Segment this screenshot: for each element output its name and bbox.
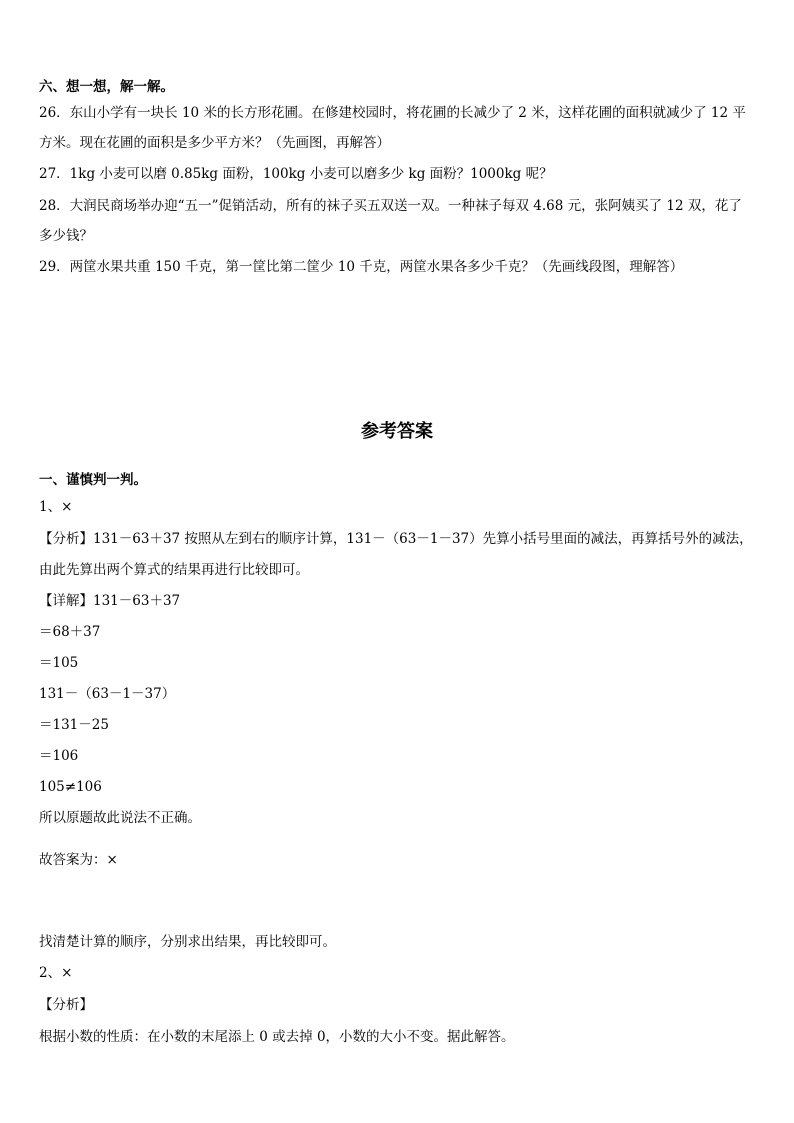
question-29: 29．两筐水果共重 150 千克，第一筐比第二筐少 10 千克，两筐水果各多少千克？（先画线段图，理解答） bbox=[39, 259, 684, 275]
item-1-analysis-line-2: 由此先算出两个算式的结果再进行比较即可。 bbox=[39, 562, 309, 578]
question-26-line-2: 方米。现在花圃的面积是多少平方米？（先画图，再解答） bbox=[39, 135, 390, 151]
item-1-label: 1、× bbox=[39, 499, 73, 515]
item-2-analysis-heading: 【分析】 bbox=[39, 997, 93, 1013]
item-1-detail-line-6: ＝106 bbox=[39, 748, 79, 764]
question-27: 27．1kg 小麦可以磨 0.85kg 面粉，100kg 小麦可以磨多少 kg 面粉？1000kg 呢？ bbox=[39, 166, 553, 182]
item-1-answer: 故答案为：× bbox=[39, 852, 118, 868]
item-1-conclusion: 所以原题故此说法不正确。 bbox=[39, 810, 201, 826]
question-26-line-1: 26．东山小学有一块长 10 米的长方形花圃。在修建校园时，将花圃的长减少了 2 米，这样花圃的面积就减少了 12 平 bbox=[39, 105, 746, 121]
section-one-heading: 一、谨慎判一判。 bbox=[39, 472, 147, 488]
question-28-line-2: 多少钱？ bbox=[39, 228, 93, 244]
item-2-analysis-text: 根据小数的性质：在小数的末尾添上 0 或去掉 0，小数的大小不变。据此解答。 bbox=[39, 1029, 515, 1045]
item-1-detail-line-4: 131－（63－1－37） bbox=[39, 686, 176, 702]
item-1-detail-line-7: 105≠106 bbox=[39, 779, 102, 795]
item-1-analysis-line-1: 【分析】131－63＋37 按照从左到右的顺序计算，131－（63－1－37）先算小括号里面的减法，再算括号外的减法， bbox=[39, 531, 753, 547]
item-1-detail-line-2: ＝68＋37 bbox=[39, 624, 101, 640]
answers-title: 参考答案 bbox=[361, 421, 433, 442]
item-1-detail-line-1: 【详解】131－63＋37 bbox=[39, 593, 181, 609]
item-1-detail-line-5: ＝131－25 bbox=[39, 717, 109, 733]
item-1-tip: 找清楚计算的顺序，分别求出结果，再比较即可。 bbox=[39, 934, 336, 950]
item-1-detail-line-3: ＝105 bbox=[39, 655, 79, 671]
question-28-line-1: 28．大润民商场举办迎“五一”促销活动，所有的袜子买五双送一双。一种袜子每双 4.68 元，张阿姨买了 12 双，花了 bbox=[39, 198, 742, 214]
section-six-heading: 六、想一想，解一解。 bbox=[39, 79, 174, 95]
item-2-label: 2、× bbox=[39, 965, 73, 981]
